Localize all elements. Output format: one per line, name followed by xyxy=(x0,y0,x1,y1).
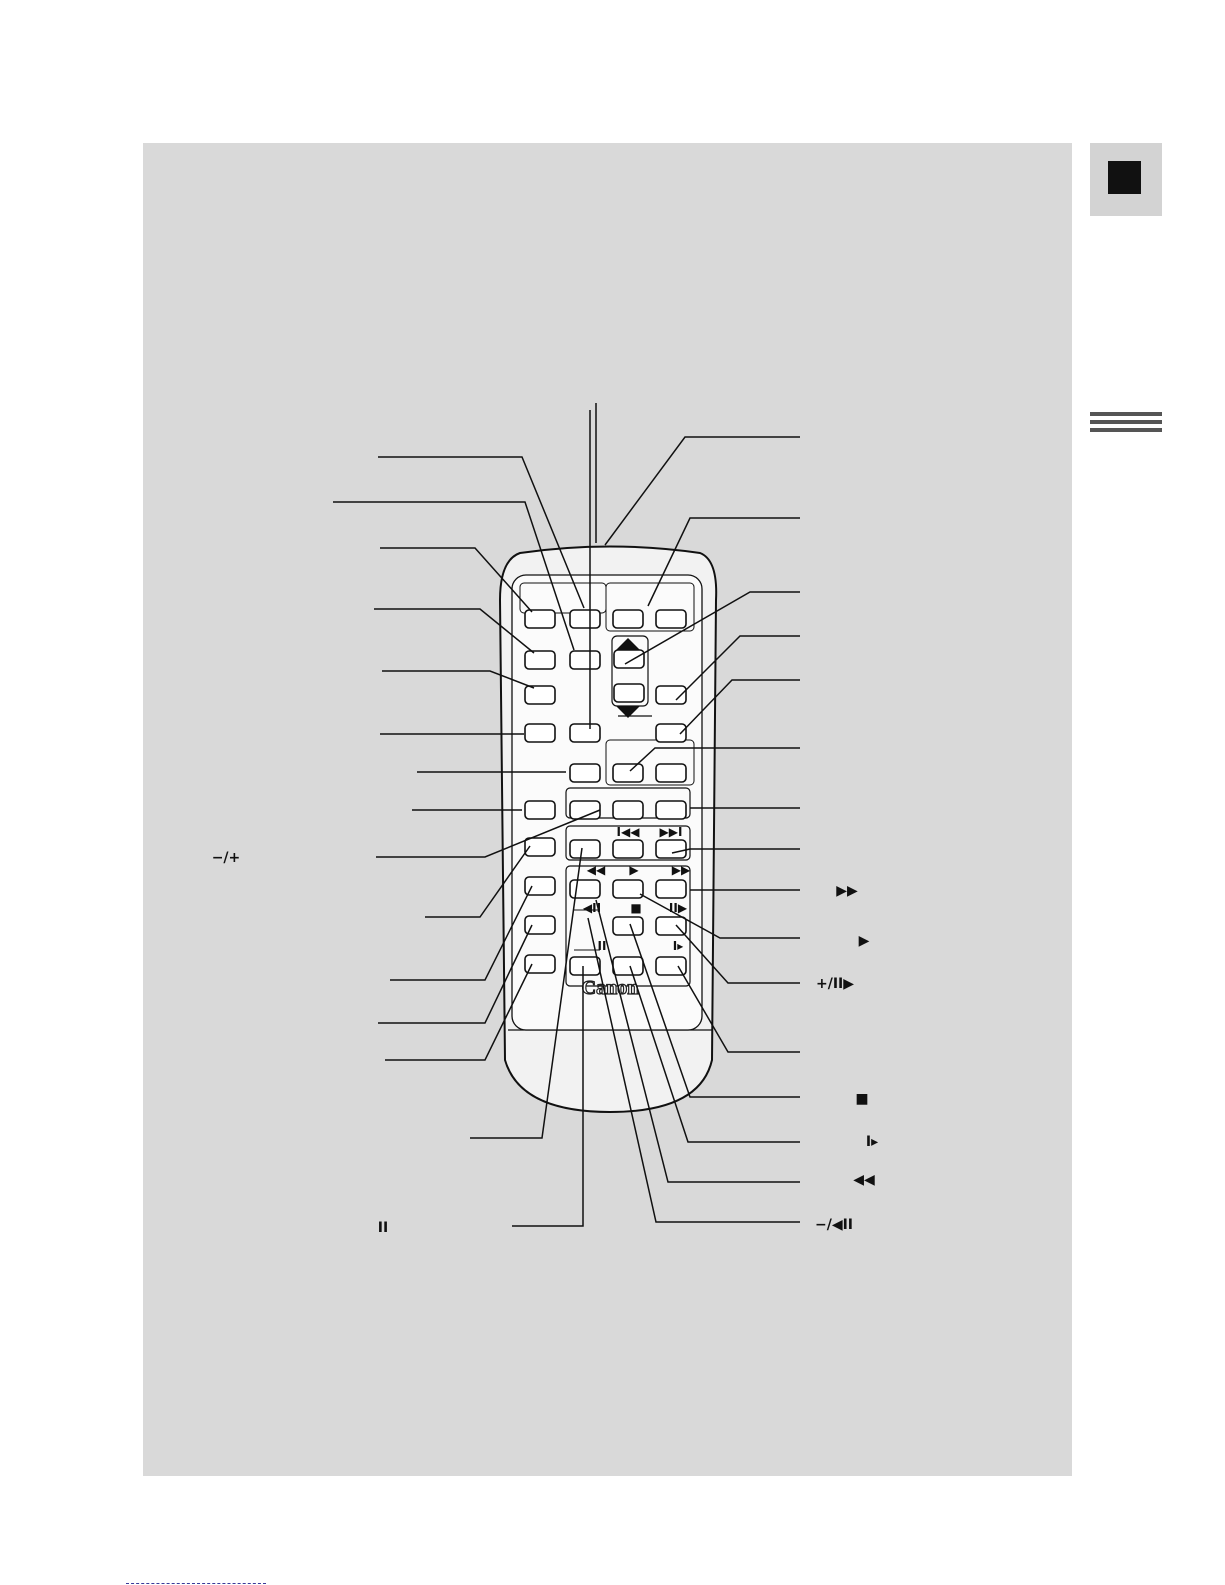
remote-button xyxy=(570,724,600,742)
slow-forward-icon: II▶ xyxy=(668,901,688,915)
remote-button xyxy=(656,610,686,628)
fast-forward-icon: ▶▶ xyxy=(671,863,691,877)
remote-button xyxy=(570,651,600,669)
slow-icon: I▸ xyxy=(672,939,684,953)
brand-logo: Canon xyxy=(581,977,639,999)
minus-slow-reverse-symbol: −/◀II xyxy=(814,1217,854,1233)
remote-button xyxy=(656,880,686,898)
remote-button xyxy=(613,801,643,819)
stop-symbol: ■ xyxy=(855,1091,869,1107)
remote-button xyxy=(613,764,643,782)
remote-button xyxy=(525,801,555,819)
remote-button xyxy=(570,840,600,858)
play-icon: ▶ xyxy=(629,863,639,877)
remote-button xyxy=(525,610,555,628)
remote-button xyxy=(613,880,643,898)
stop-icon: ■ xyxy=(630,901,642,915)
remote-button xyxy=(570,610,600,628)
remote-button xyxy=(525,686,555,704)
remote-button xyxy=(570,880,600,898)
remote-button xyxy=(613,610,643,628)
rewind-icon: ◀◀ xyxy=(586,863,606,877)
remote-button xyxy=(613,917,643,935)
remote-button xyxy=(570,957,600,975)
remote-button xyxy=(570,764,600,782)
minus-plus-symbol: −/+ xyxy=(211,850,241,866)
pause-icon: II xyxy=(597,939,607,953)
remote-body xyxy=(500,547,716,1113)
slow-symbol: I▸ xyxy=(865,1134,879,1150)
remote-button xyxy=(525,724,555,742)
remote-button xyxy=(656,917,686,935)
remote-button xyxy=(656,801,686,819)
play-symbol: ▶ xyxy=(858,933,870,949)
remote-button xyxy=(656,840,686,858)
rewind-symbol: ◀◀ xyxy=(853,1172,875,1188)
remote-button xyxy=(613,840,643,858)
slow-reverse-icon: ◀II xyxy=(582,901,602,915)
remote-button xyxy=(614,684,644,702)
remote-button xyxy=(614,650,644,668)
pause-symbol: II xyxy=(377,1220,389,1236)
remote-button xyxy=(525,651,555,669)
remote-button xyxy=(656,764,686,782)
skip-back-icon: I◀◀ xyxy=(616,825,640,839)
plus-slow-forward-symbol: +/II▶ xyxy=(815,976,855,992)
fast-forward-symbol: ▶▶ xyxy=(836,883,858,899)
skip-forward-icon: ▶▶I xyxy=(659,825,683,839)
remote-button xyxy=(613,957,643,975)
